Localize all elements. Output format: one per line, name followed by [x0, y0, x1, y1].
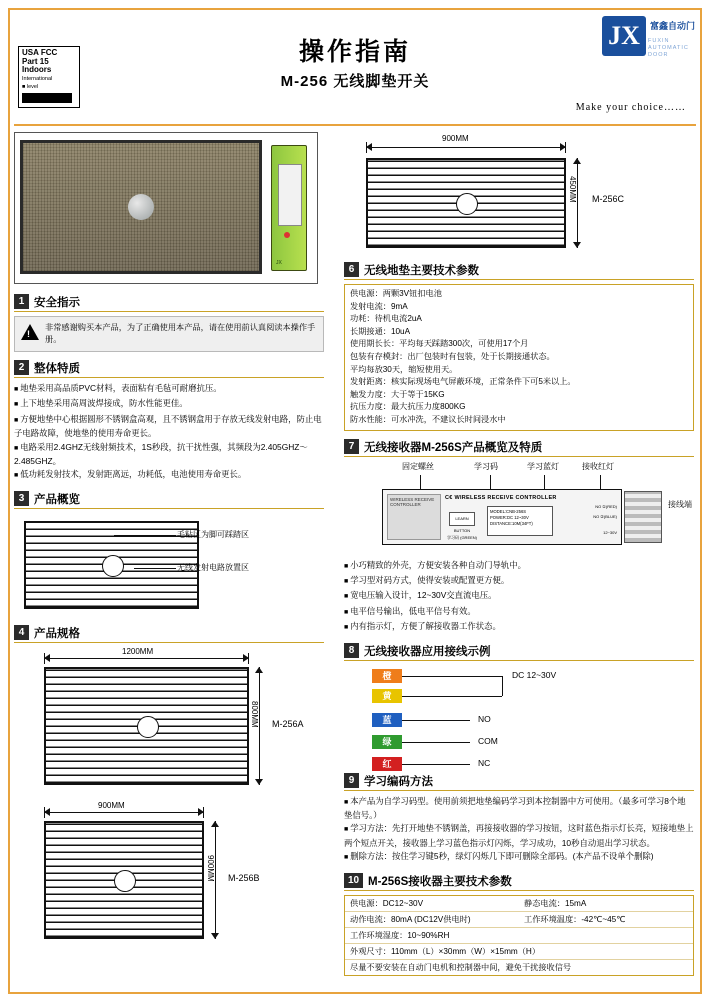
spec-cell: 供电源：DC12~30V — [345, 896, 519, 912]
section-title: 无线接收器应用接线示例 — [364, 645, 491, 658]
sensor-hole — [456, 193, 478, 215]
spec-row: 防水性能：可水冲洗，不建议长时间浸水中 — [350, 414, 506, 424]
sensor-hole — [137, 716, 159, 738]
list-item: ■ 方便地垫中心根据圆形不锈钢盒高观，且不锈钢盒用于存放无线发射电路，防止电子电路故障，使地垫的使用寿命更长。 — [14, 413, 324, 440]
wire-joint — [502, 676, 503, 696]
section-number: 1 — [14, 294, 29, 309]
fcc-line1: USA FCC — [22, 48, 58, 57]
wire-line — [402, 742, 470, 743]
section-title: 产品规格 — [34, 627, 80, 640]
wire-line — [402, 696, 502, 697]
wire-label-green: 绿 — [372, 735, 402, 749]
section-rule — [344, 660, 694, 661]
spec-row: 包装有存模封：出厂包装时有包装，处于长期接通状态。 — [350, 351, 555, 361]
logo-company-name: 富鑫自动门 — [650, 21, 696, 31]
spec-row: 供电源：两颗3V钮扣电池 — [350, 289, 442, 298]
page-subtitle: M-256 无线脚垫开关 — [280, 73, 430, 90]
mat-a-model-label: M-256A — [272, 718, 304, 729]
spec-row: 抗压力度：最大抗压力度800KG — [350, 402, 466, 412]
section-title: 产品概览 — [34, 493, 80, 506]
mat-a-diagram — [14, 647, 324, 797]
section-number: 9 — [344, 773, 359, 788]
spec-row: 使用期长长：平均每天踩踏300次，可使用17个月 — [350, 339, 529, 349]
section-number: 10 — [344, 873, 363, 888]
mat-b-width-label: 900MM — [98, 800, 125, 810]
led-blue-label: NO ②(BLUE) — [593, 513, 617, 519]
mat-photo-image — [20, 140, 262, 274]
section-header-overview — [14, 491, 324, 509]
section-rule — [14, 311, 324, 312]
chip-model: MODEL:CNB-256S — [490, 508, 527, 514]
logo-mark: JX — [602, 16, 646, 56]
callout-line-top — [114, 535, 176, 536]
controller-brand-text: JX — [276, 260, 282, 266]
tag-learn-blue-led: 学习蓝灯 — [527, 461, 559, 471]
spec-row: 功耗：待机电流2uA — [350, 314, 422, 324]
list-item: ■ 宽电压输入设计，12~30V交直流电压。 — [344, 589, 694, 603]
wire-terminal-label: DC 12~30V — [512, 669, 557, 680]
spec-cell: 工作环境湿度：10~90%RH — [345, 928, 693, 944]
page-title: 操作指南 — [298, 37, 411, 66]
mat-b-drawing — [44, 821, 204, 939]
overview-diagram — [14, 513, 324, 621]
slogan: Make your choice…… — [575, 102, 686, 113]
wiring-diagram — [344, 665, 694, 773]
list-item: ■ 地垫采用高品质PVC材料，表面粘有毛毡可耐磨抗压。 — [14, 382, 324, 396]
sensor-hole — [102, 555, 124, 577]
receiver-spec-table — [344, 895, 694, 976]
section-rule — [14, 377, 324, 378]
section-header-receiver-specs — [344, 873, 694, 891]
chip-distance: DISTANCE:10M(34FT) — [490, 520, 533, 526]
section-header-features — [14, 360, 324, 378]
receiver-board — [382, 489, 622, 545]
controller-label-strip — [278, 164, 302, 226]
wire-terminal-label: NO — [478, 713, 491, 724]
section-header-learning — [344, 773, 694, 791]
section-header-receiver — [344, 439, 694, 457]
mat-c-drawing — [366, 158, 566, 248]
fcc-line3: Indoors — [22, 65, 52, 74]
spec-cell: 动作电流：80mA (DC12V供电时) — [345, 912, 519, 928]
spec-note: 尽量不要安装在自动门电机和控制器中间，避免干扰接收信号 — [350, 962, 572, 972]
mat-a-width-label: 1200MM — [122, 646, 154, 656]
list-item: ■ 低功耗发射技术，发射距离远，功耗低，电池使用寿命更长。 — [14, 468, 324, 482]
section-title: 无线地垫主要技术参数 — [364, 265, 479, 277]
mat-b-model-label: M-256B — [228, 872, 260, 883]
right-column — [344, 132, 694, 976]
callout-line-bottom — [134, 568, 176, 569]
callout-bottom-label: 无线发射电路放置区 — [177, 562, 249, 572]
controller-led-icon — [284, 232, 290, 238]
wire-label-blue: 蓝 — [372, 713, 402, 727]
receiver-features-list — [344, 559, 694, 635]
mat-c-height-label: 450MM — [568, 176, 577, 203]
list-item: ■ 内有指示灯，方便了解接收器工作状态。 — [344, 620, 694, 634]
led-red-label: NO ①(RED) — [595, 503, 617, 509]
section-rule — [344, 790, 694, 791]
section-header-safety — [14, 294, 324, 312]
wire-line — [402, 676, 502, 677]
wire-line — [402, 764, 470, 765]
section-title: 安全指示 — [34, 297, 80, 309]
section-title: M-256S接收器主要技术参数 — [368, 875, 512, 888]
wire-terminal-label: NC — [478, 757, 491, 768]
spec-row: 发射距离：核实际现场电气屏蔽环境，正常条件下可5米以上。 — [350, 377, 576, 387]
mat-c-width-dimension — [366, 142, 566, 152]
list-item: ■ 学习型对码方式，使得安装或配置更方便。 — [344, 574, 694, 588]
receiver-board-title — [445, 495, 557, 501]
spec-cell: 静态电流：15mA — [519, 896, 693, 912]
spec-cell: 工作环境温度：-42℃~45℃ — [519, 912, 693, 928]
section-title: 整体特质 — [34, 363, 80, 375]
receiver-terminal-block — [624, 491, 662, 543]
wire-label-red: 红 — [372, 757, 402, 771]
wire-label-yellow: 黄 — [372, 689, 402, 703]
receiver-side-label: WIRELESS RECEIVE CONTROLLER — [387, 494, 441, 540]
section-number: 8 — [344, 643, 359, 658]
list-item: ■ 小巧精致的外壳，方便安装各种自动门导轨中。 — [344, 559, 694, 573]
wire-line — [402, 720, 470, 721]
learning-steps-list — [344, 795, 694, 865]
spec-row: 发射电流：9mA — [350, 301, 408, 311]
tag-fixing-screw: 固定螺丝 — [402, 461, 434, 471]
receiver-title-text: WIRELESS RECEIVE CONTROLLER — [454, 494, 557, 501]
list-item: ■ 删除方法：按住学习键5秒，绿灯闪烁几下即可删除全部码。(本产品不设单个删除) — [344, 850, 694, 864]
fcc-line4: International — [22, 75, 53, 82]
section-title: 无线接收器M-256S产品概览及特质 — [364, 441, 543, 454]
safety-warning-box — [14, 316, 324, 352]
tag-terminal: 接线端 — [668, 499, 692, 509]
ce-mark-icon: C€ — [445, 494, 453, 501]
learn-green-label: 学习码 (GREEN) — [447, 534, 477, 540]
section-number: 3 — [14, 491, 29, 506]
left-column — [14, 132, 324, 951]
features-list — [14, 382, 324, 483]
section-rule — [344, 456, 694, 457]
section-number: 2 — [14, 360, 29, 375]
fcc-barcode — [22, 93, 72, 103]
chip-power: POWER:DC 12~30V — [490, 514, 529, 520]
mat-b-height-label: 900MM — [206, 854, 215, 882]
controller-photo-image — [271, 145, 307, 271]
section-rule — [14, 508, 324, 509]
section-header-mat-specs — [344, 262, 694, 280]
list-item: ■ 电平信号输出，低电平信号有效。 — [344, 605, 694, 619]
list-item: ■ 电路采用2.4GHZ无线射频技术，1S秒段，抗干扰性强，其频段为2.405GHZ～2.485GHZ。 — [14, 441, 324, 468]
section-number: 7 — [344, 439, 359, 454]
voltage-label: 12~30V — [603, 529, 617, 535]
warning-icon — [21, 324, 39, 340]
list-item: ■ 学习方法：先打开地垫不锈钢盖，再接接收器的学习按钮，这时蓝色指示灯长亮，短接地垫上两个短点开关，接收器上学习蓝色指示灯闪烁，学习成功，10秒自动退出学习状态。 — [344, 822, 694, 849]
mat-c-model-label: M-256C — [592, 194, 625, 204]
safety-warning-text: 非常感谢购买本产品，为了正确使用本产品，请在使用前认真阅读本操作手册。 — [45, 323, 316, 344]
page-content — [14, 14, 696, 988]
section-rule — [14, 642, 324, 643]
callout-top-label: 毛粘区为脚可踩踏区 — [177, 529, 249, 539]
mat-a-height-label: 800MM — [250, 700, 259, 728]
learn-button[interactable]: LEARN BUTTON — [449, 512, 475, 526]
section-rule — [344, 279, 694, 280]
mat-spec-table — [344, 284, 694, 431]
list-item: ■ 本产品为自学习码型。使用前须把地垫编码学习到本控制器中方可使用。（最多可学习8个地垫信号。） — [344, 795, 694, 822]
spec-row: 长期接通：10uA — [350, 326, 411, 336]
sensor-hole — [114, 870, 136, 892]
spec-row: 平均每放30天，缩短使用天。 — [350, 364, 458, 374]
section-number: 4 — [14, 625, 29, 640]
fcc-line2: Part 15 — [22, 56, 49, 66]
header-divider — [14, 124, 696, 126]
mat-b-diagram — [14, 801, 324, 951]
spec-row: 触发力度：大于等于15KG — [350, 389, 445, 399]
section-number: 6 — [344, 262, 359, 277]
section-header-wiring — [344, 643, 694, 661]
section-title: 学习编码方法 — [364, 775, 433, 788]
tag-learn-code: 学习码 — [474, 461, 498, 471]
spec-cell: 外观尺寸：110mm（L）×30mm（W）×15mm（H） — [345, 944, 693, 960]
mat-c-diagram — [344, 132, 694, 262]
tag-receive-red-led: 接收红灯 — [582, 461, 614, 471]
product-photo — [14, 132, 318, 284]
mat-c-width-label: 900MM — [442, 134, 469, 143]
mat-a-drawing — [44, 667, 249, 785]
fcc-line5: ■ level — [22, 84, 39, 90]
section-rule — [344, 890, 694, 891]
section-header-specs — [14, 625, 324, 643]
wire-terminal-label: COM — [478, 735, 498, 746]
wire-label-orange: 橙 — [372, 669, 402, 683]
receiver-diagram — [344, 461, 692, 553]
list-item: ■ 上下地垫采用高周波焊接成，防水性能更佳。 — [14, 397, 324, 411]
logo-company-subtitle: FUXIN AUTOMATIC DOOR — [648, 38, 689, 58]
receiver-model-chip — [487, 506, 553, 536]
